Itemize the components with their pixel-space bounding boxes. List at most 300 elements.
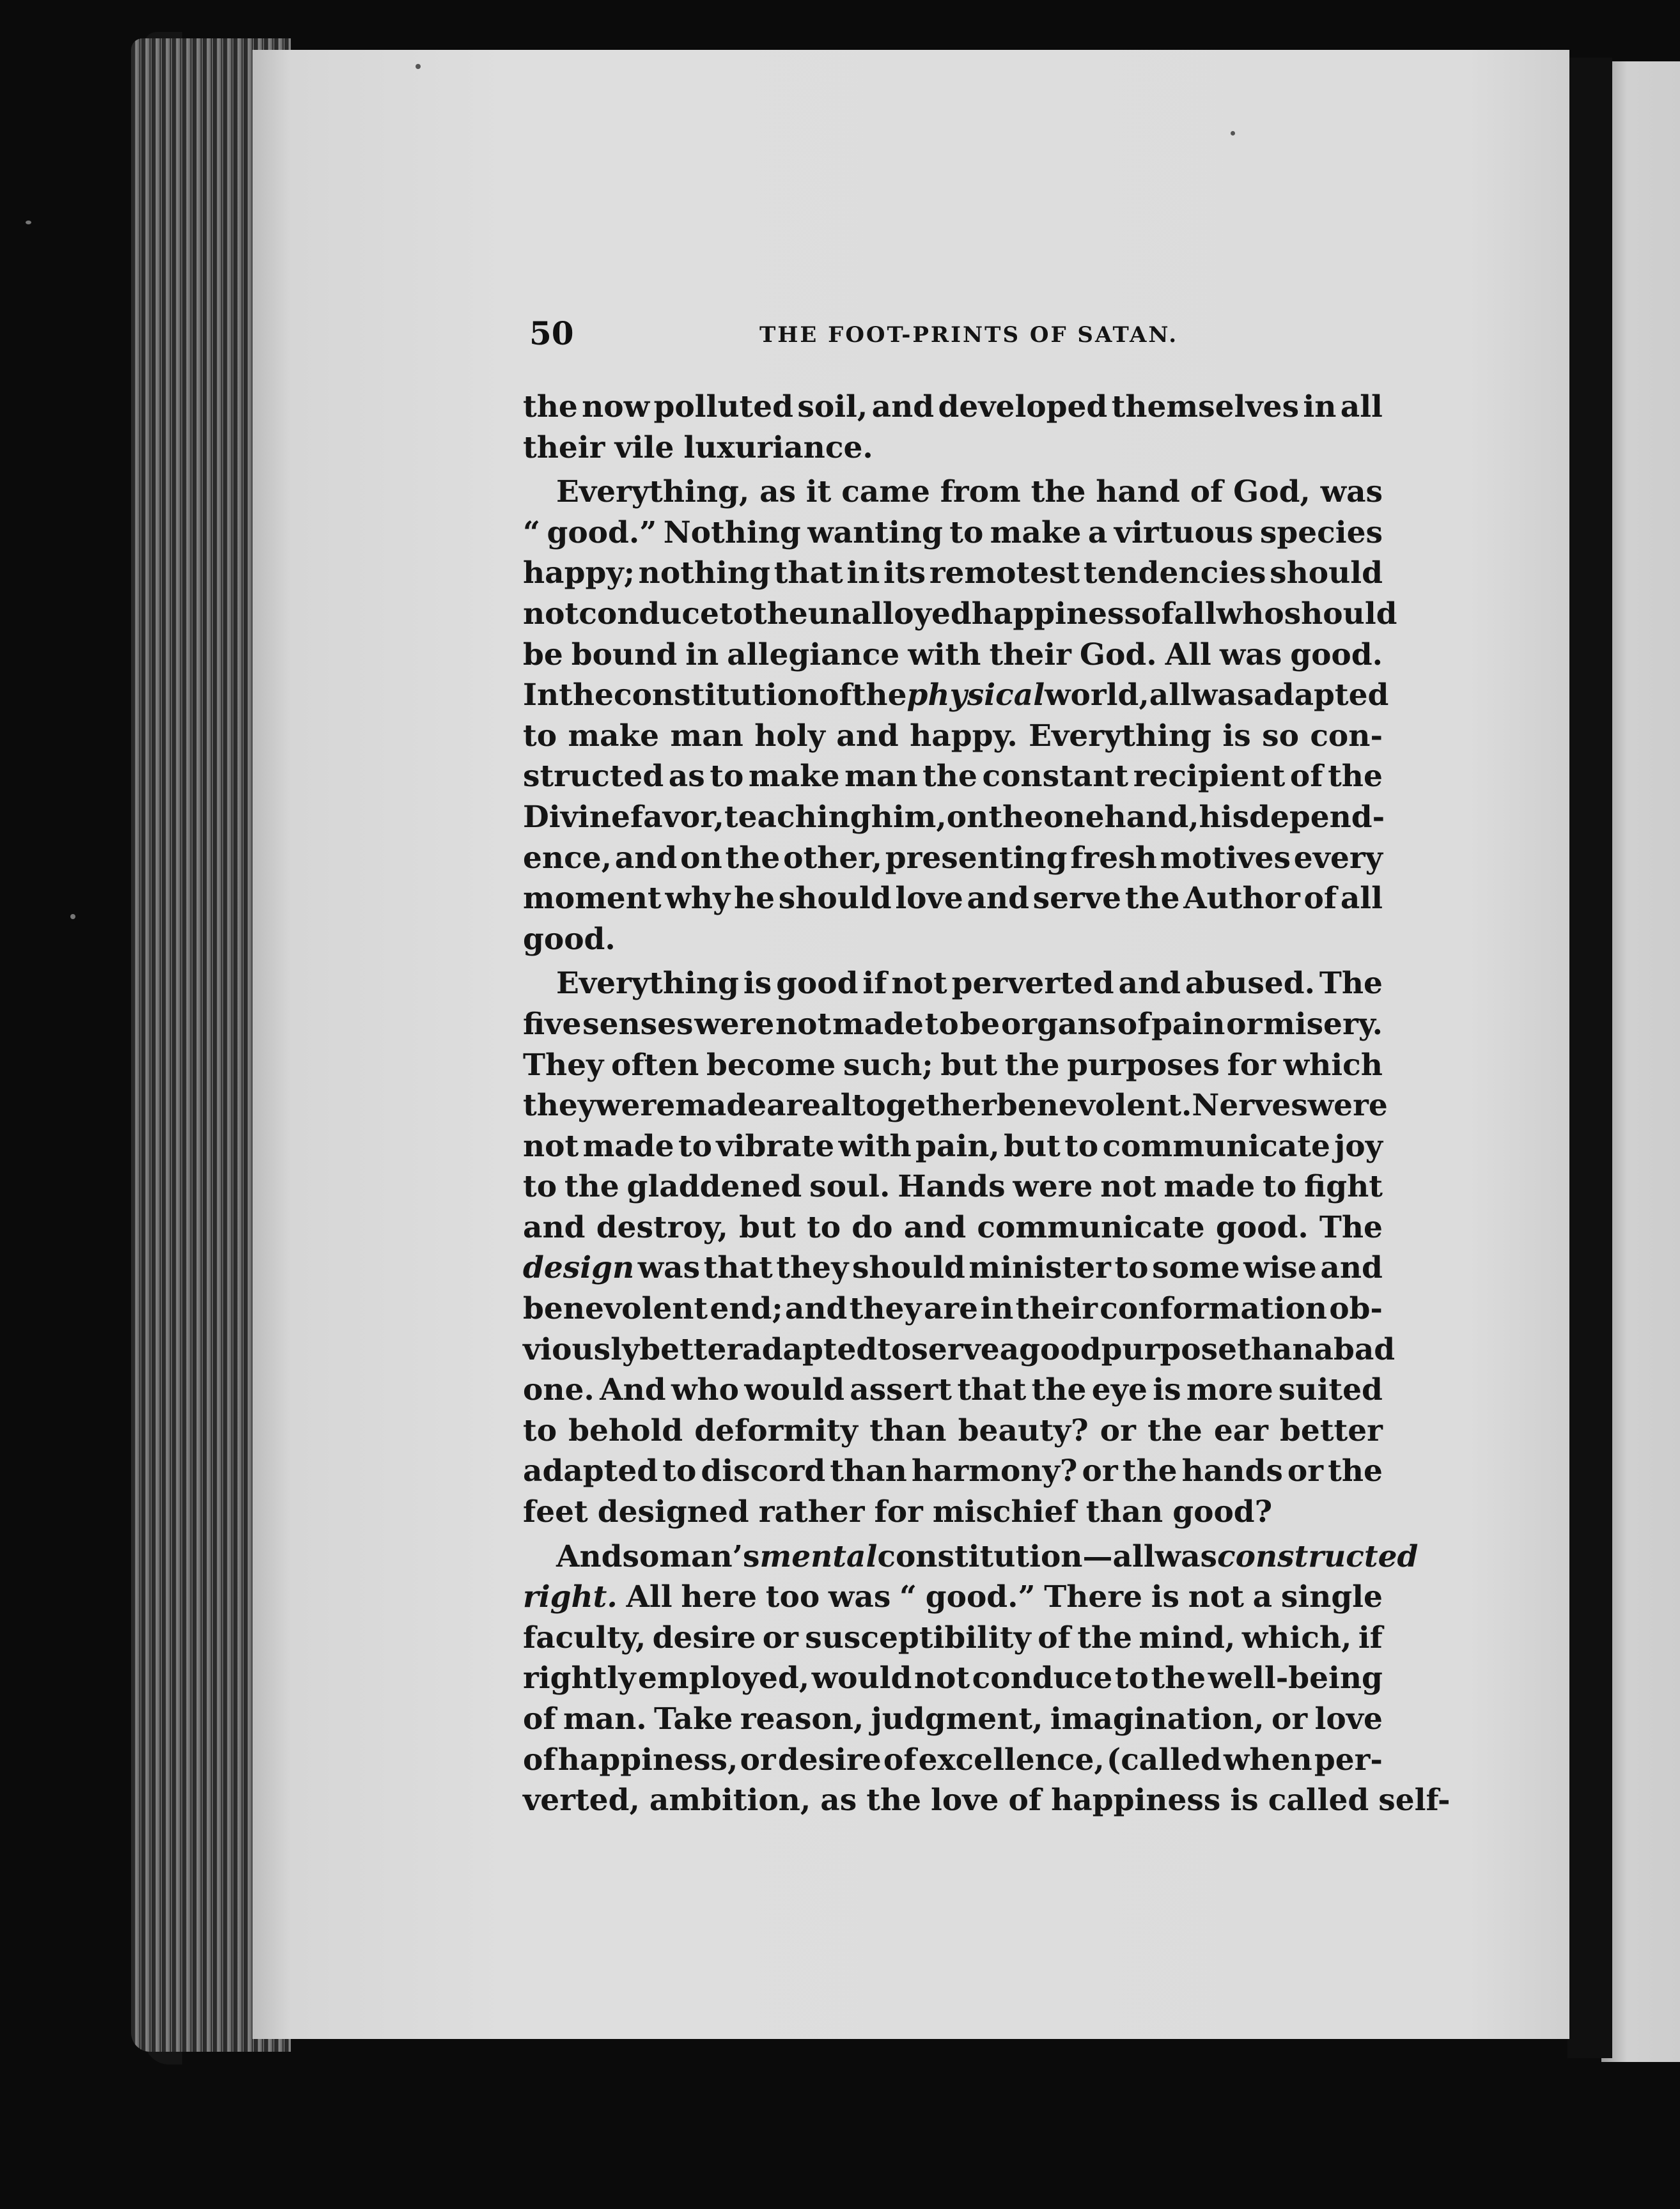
- word: now: [582, 389, 650, 424]
- word: to: [924, 1006, 959, 1042]
- scan-speck: [70, 914, 75, 919]
- word: communicate: [977, 1209, 1205, 1245]
- scan-speck: [26, 221, 31, 224]
- word: constructed: [1217, 1539, 1419, 1574]
- word: behold: [568, 1413, 683, 1448]
- word: mischief: [932, 1494, 1077, 1530]
- word: Hands: [898, 1169, 1006, 1205]
- word: of: [1190, 474, 1224, 510]
- text-line: [523, 797, 1383, 838]
- word: Everything: [1029, 718, 1212, 754]
- text-line: [523, 387, 1383, 428]
- word: mind,: [1139, 1620, 1236, 1655]
- word: assert: [850, 1372, 952, 1408]
- word: of: [523, 1701, 556, 1737]
- word: would: [744, 1372, 844, 1408]
- word: the: [1031, 474, 1086, 510]
- text-line: [523, 1780, 1451, 1821]
- word: or: [1226, 1006, 1263, 1042]
- word: to: [523, 1169, 557, 1205]
- word: in: [846, 555, 880, 591]
- word: so: [622, 1539, 660, 1574]
- word: Author: [1183, 881, 1300, 917]
- word: harmony?: [911, 1453, 1078, 1489]
- word: the: [753, 596, 808, 632]
- word: who: [671, 1372, 739, 1408]
- word: and: [614, 840, 678, 876]
- word: All: [626, 1579, 673, 1615]
- text-line: [523, 1370, 1383, 1411]
- word: better: [639, 1331, 743, 1367]
- word: presenting: [885, 840, 1068, 876]
- text-line: [523, 1045, 1383, 1086]
- word: made: [582, 1128, 674, 1164]
- word: some: [1152, 1250, 1240, 1286]
- word: purpose: [1101, 1331, 1237, 1367]
- word: than: [1236, 1331, 1314, 1367]
- word: the: [559, 678, 614, 713]
- word: would: [811, 1661, 912, 1696]
- word: they: [776, 1250, 849, 1286]
- text-line: [523, 1537, 1419, 1577]
- word: luxuriance.: [683, 430, 873, 465]
- word: excellence,: [918, 1742, 1105, 1778]
- word: which: [1283, 1047, 1383, 1083]
- word: constitution: [613, 678, 820, 713]
- word: faculty,: [523, 1620, 646, 1655]
- word: from: [940, 474, 1021, 510]
- word: is: [1222, 718, 1251, 754]
- word: to: [523, 1413, 557, 1448]
- word: to: [1263, 1169, 1297, 1205]
- word: adapted: [742, 1331, 878, 1367]
- word: They: [523, 1047, 604, 1083]
- word: the: [1031, 1372, 1087, 1408]
- word: all: [1340, 389, 1383, 424]
- word: desire: [777, 1742, 882, 1778]
- word: con-: [1310, 718, 1383, 754]
- word: are: [766, 1088, 821, 1124]
- word: the: [1124, 881, 1180, 917]
- word: bound: [571, 637, 678, 672]
- word: on: [946, 799, 989, 835]
- word: communicate: [1102, 1128, 1330, 1164]
- word: if: [1358, 1620, 1383, 1655]
- word: world,: [1045, 678, 1149, 713]
- word: And: [556, 1539, 623, 1574]
- text-line: [523, 1126, 1383, 1167]
- word: pain,: [915, 1128, 1000, 1164]
- word: is: [1151, 1579, 1180, 1615]
- word: here: [681, 1579, 758, 1615]
- scan-speck: [1231, 131, 1235, 136]
- word: good.: [1290, 637, 1383, 672]
- word: suited: [1278, 1372, 1383, 1408]
- word: make: [568, 718, 660, 754]
- word: on: [680, 840, 722, 876]
- word: and: [871, 389, 935, 424]
- word: is: [1230, 1783, 1259, 1818]
- word: of: [883, 1742, 917, 1778]
- word: or: [1082, 1453, 1118, 1489]
- word: (called: [1106, 1742, 1222, 1778]
- word: become: [706, 1047, 836, 1083]
- word: more: [1186, 1372, 1273, 1408]
- word: tendencies: [1083, 555, 1266, 591]
- word: were: [1013, 1169, 1093, 1205]
- word: vile: [614, 430, 674, 465]
- page-number: 50: [529, 314, 574, 352]
- word: other,: [783, 840, 882, 876]
- word: minister: [968, 1250, 1111, 1286]
- word: its: [883, 555, 926, 591]
- text-line: [523, 553, 1383, 594]
- word: than: [869, 1413, 947, 1448]
- word: end;: [710, 1291, 783, 1327]
- word: right.: [523, 1579, 618, 1615]
- word: benevolent: [523, 1291, 708, 1327]
- word: or: [762, 1620, 798, 1655]
- word: destroy,: [596, 1209, 728, 1245]
- word: often: [611, 1047, 699, 1083]
- word: Nerves: [1192, 1088, 1308, 1124]
- text-line: [523, 1577, 1383, 1618]
- word: good?: [1172, 1494, 1273, 1530]
- word: the: [1328, 1453, 1383, 1489]
- word: love: [895, 881, 963, 917]
- word: motives: [1160, 840, 1291, 876]
- word: for: [874, 1494, 923, 1530]
- word: ambition,: [649, 1783, 811, 1818]
- word: every: [1293, 840, 1383, 876]
- word: conduce: [579, 596, 719, 632]
- word: and: [1118, 966, 1181, 1002]
- word: they: [849, 1291, 922, 1327]
- word: not: [1100, 1169, 1156, 1205]
- word: hand,: [1104, 799, 1199, 835]
- word: serve: [1032, 881, 1121, 917]
- word: deformity: [694, 1413, 858, 1448]
- word: and: [784, 1291, 848, 1327]
- word: bad: [1333, 1331, 1396, 1367]
- word: remotest: [929, 555, 1080, 591]
- text-line: [523, 756, 1383, 797]
- facing-page-edge: [1601, 61, 1680, 2062]
- word: was: [1219, 637, 1282, 672]
- word: their: [989, 637, 1071, 672]
- word: is: [743, 966, 772, 1002]
- word: love: [931, 1783, 999, 1818]
- word: structed: [523, 759, 664, 794]
- word: conduce: [972, 1661, 1113, 1696]
- text-line: [523, 1740, 1383, 1781]
- text-line: [523, 1451, 1383, 1492]
- word: teaching: [724, 799, 871, 835]
- word: made: [675, 1088, 767, 1124]
- scan-speck: [416, 64, 421, 69]
- word: the: [1004, 1047, 1060, 1083]
- text-line: [523, 919, 1383, 960]
- word: verted,: [523, 1783, 640, 1818]
- word: which,: [1241, 1620, 1352, 1655]
- word: love: [1314, 1701, 1383, 1737]
- word: be: [960, 1006, 1000, 1042]
- text-line: [523, 963, 1383, 1004]
- word: to: [678, 1128, 712, 1164]
- word: were: [694, 1006, 775, 1042]
- word: for: [1227, 1047, 1276, 1083]
- word: and: [836, 718, 899, 754]
- text-line: [523, 594, 1397, 635]
- word: good.: [1215, 1209, 1309, 1245]
- word: man’s: [659, 1539, 760, 1574]
- word: that: [957, 1372, 1027, 1408]
- word: good.”: [547, 515, 657, 550]
- word: and: [967, 881, 1029, 917]
- text-line: [523, 716, 1383, 757]
- word: soil,: [797, 389, 868, 424]
- page-header: [529, 314, 1386, 353]
- word: should: [778, 881, 892, 917]
- word: in: [1303, 389, 1337, 424]
- word: of: [819, 678, 852, 713]
- word: benevolent.: [996, 1088, 1192, 1124]
- word: The: [1319, 1209, 1383, 1245]
- word: that: [703, 1250, 773, 1286]
- word: one: [1043, 799, 1105, 835]
- text-line: [523, 1618, 1383, 1659]
- word: but: [1004, 1128, 1061, 1164]
- word: not: [523, 596, 579, 632]
- word: imagination,: [1050, 1701, 1264, 1737]
- word: senses: [582, 1006, 694, 1042]
- text-line: [523, 1411, 1383, 1452]
- word: mental: [759, 1539, 878, 1574]
- text-line: [523, 1699, 1383, 1740]
- word: the: [725, 840, 781, 876]
- word: as: [759, 474, 796, 510]
- word: not: [775, 1006, 832, 1042]
- word: or: [1272, 1701, 1308, 1737]
- word: judgment,: [871, 1701, 1043, 1737]
- running-head: THE FOOT-PRINTS OF SATAN.: [759, 322, 1179, 348]
- text-line: [523, 675, 1389, 716]
- word: all: [1174, 596, 1217, 632]
- word: God.: [1079, 637, 1157, 672]
- word: man: [670, 718, 743, 754]
- word: to: [1114, 1661, 1149, 1696]
- word: man.: [563, 1701, 647, 1737]
- word: conformation: [1100, 1291, 1327, 1327]
- word: favor,: [630, 799, 724, 835]
- word: not: [914, 1661, 970, 1696]
- word: happiness: [1051, 1783, 1221, 1818]
- word: or: [1287, 1453, 1324, 1489]
- gutter-shadow: [1567, 58, 1612, 2058]
- word: who: [1216, 596, 1284, 632]
- word: so: [1262, 718, 1299, 754]
- text-line: [523, 1289, 1383, 1329]
- text-line: [523, 1167, 1383, 1207]
- word: was: [828, 1579, 891, 1615]
- word: Divine: [523, 799, 630, 835]
- word: should: [1284, 596, 1397, 632]
- word: Nothing: [663, 515, 801, 550]
- word: the: [1077, 1620, 1132, 1655]
- word: adapted: [1254, 678, 1389, 713]
- word: happy.: [910, 718, 1018, 754]
- word: and: [523, 1209, 586, 1245]
- word: not: [1188, 1579, 1244, 1615]
- body-text: [523, 387, 1451, 1821]
- word: Everything,: [556, 474, 750, 510]
- word: There: [1044, 1579, 1142, 1615]
- word: adapted: [523, 1453, 658, 1489]
- word: but: [940, 1047, 998, 1083]
- word: gladdened: [626, 1169, 802, 1205]
- word: a: [1252, 1579, 1273, 1615]
- word: constant: [982, 759, 1129, 794]
- word: physical: [906, 678, 1045, 713]
- word: design: [523, 1250, 635, 1286]
- word: of: [1303, 881, 1337, 917]
- word: to: [807, 1209, 841, 1245]
- word: abused.: [1185, 966, 1315, 1002]
- word: And: [600, 1372, 666, 1408]
- word: the: [1122, 1453, 1178, 1489]
- word: were: [595, 1088, 676, 1124]
- word: serve: [911, 1331, 1000, 1367]
- text-line: [523, 878, 1383, 919]
- word: of: [1117, 1006, 1151, 1042]
- word: a: [999, 1331, 1020, 1367]
- word: soul.: [809, 1169, 891, 1205]
- word: of: [523, 1742, 556, 1778]
- word: nothing: [638, 555, 770, 591]
- word: make: [748, 759, 840, 794]
- word: was: [1320, 474, 1383, 510]
- word: misery.: [1263, 1006, 1383, 1042]
- word: feet: [523, 1494, 588, 1530]
- word: rightly: [523, 1661, 636, 1696]
- word: a: [1087, 515, 1108, 550]
- word: such;: [843, 1047, 933, 1083]
- word: that: [774, 555, 843, 591]
- word: self-: [1378, 1783, 1451, 1818]
- word: depend-: [1249, 799, 1385, 835]
- word: make: [990, 515, 1082, 550]
- word: good.: [523, 921, 616, 957]
- word: species: [1259, 515, 1383, 550]
- word: “: [523, 515, 541, 550]
- word: susceptibility: [805, 1620, 1031, 1655]
- word: if: [862, 966, 887, 1002]
- text-line: [523, 428, 1383, 469]
- word: ear: [1213, 1413, 1268, 1448]
- word: too: [765, 1579, 820, 1615]
- word: was: [1191, 678, 1254, 713]
- text-line: [523, 1492, 1383, 1533]
- word: All: [1165, 637, 1211, 672]
- word: Take: [654, 1701, 733, 1737]
- word: the: [866, 1783, 921, 1818]
- word: than: [830, 1453, 907, 1489]
- word: themselves: [1111, 389, 1300, 424]
- word: they: [523, 1088, 596, 1124]
- word: of: [1038, 1620, 1071, 1655]
- word: organs: [1000, 1006, 1117, 1042]
- word: the: [1147, 1413, 1202, 1448]
- word: why: [665, 881, 731, 917]
- word: well-being: [1208, 1661, 1383, 1696]
- word: vibrate: [716, 1128, 835, 1164]
- word: wanting: [807, 515, 943, 550]
- word: do: [852, 1209, 893, 1245]
- word: polluted: [653, 389, 794, 424]
- word: God,: [1233, 474, 1311, 510]
- word: came: [841, 474, 930, 510]
- word: or: [1100, 1413, 1136, 1448]
- word: with: [908, 637, 981, 672]
- text-line: [523, 1004, 1383, 1045]
- text-line: [523, 1248, 1383, 1289]
- word: not: [523, 1128, 579, 1164]
- word: as: [820, 1783, 857, 1818]
- word: him,: [871, 799, 947, 835]
- word: desire: [652, 1620, 756, 1655]
- word: Everything: [556, 966, 739, 1002]
- word: the: [988, 799, 1044, 835]
- word: happiness,: [557, 1742, 738, 1778]
- word: their: [1015, 1291, 1098, 1327]
- word: constitution—all: [877, 1539, 1155, 1574]
- word: or: [740, 1742, 776, 1778]
- word: single: [1280, 1579, 1383, 1615]
- word: and: [903, 1209, 967, 1245]
- word: the: [852, 678, 907, 713]
- word: the: [1151, 1661, 1206, 1696]
- word: beauty?: [958, 1413, 1089, 1448]
- word: wise: [1243, 1250, 1317, 1286]
- word: with: [838, 1128, 912, 1164]
- word: was: [637, 1250, 701, 1286]
- word: as: [668, 759, 705, 794]
- word: good: [776, 966, 859, 1002]
- word: to: [1114, 1250, 1149, 1286]
- word: holy: [754, 718, 825, 754]
- word: perverted: [951, 966, 1114, 1002]
- word: of: [1008, 1783, 1042, 1818]
- word: in: [980, 1291, 1014, 1327]
- word: to: [523, 718, 557, 754]
- word: was: [1155, 1539, 1218, 1574]
- word: better: [1280, 1413, 1383, 1448]
- word: happy;: [523, 555, 635, 591]
- word: to: [877, 1331, 912, 1367]
- word: eye: [1091, 1372, 1147, 1408]
- text-line: [523, 635, 1383, 676]
- word: of: [1140, 596, 1174, 632]
- word: good.”: [925, 1579, 1036, 1615]
- word: his: [1199, 799, 1250, 835]
- word: and: [1320, 1250, 1383, 1286]
- word: should: [1270, 555, 1383, 591]
- word: of: [1289, 759, 1323, 794]
- word: to: [710, 759, 744, 794]
- word: the: [1328, 759, 1383, 794]
- word: all: [1149, 678, 1192, 713]
- word: reason,: [740, 1701, 864, 1737]
